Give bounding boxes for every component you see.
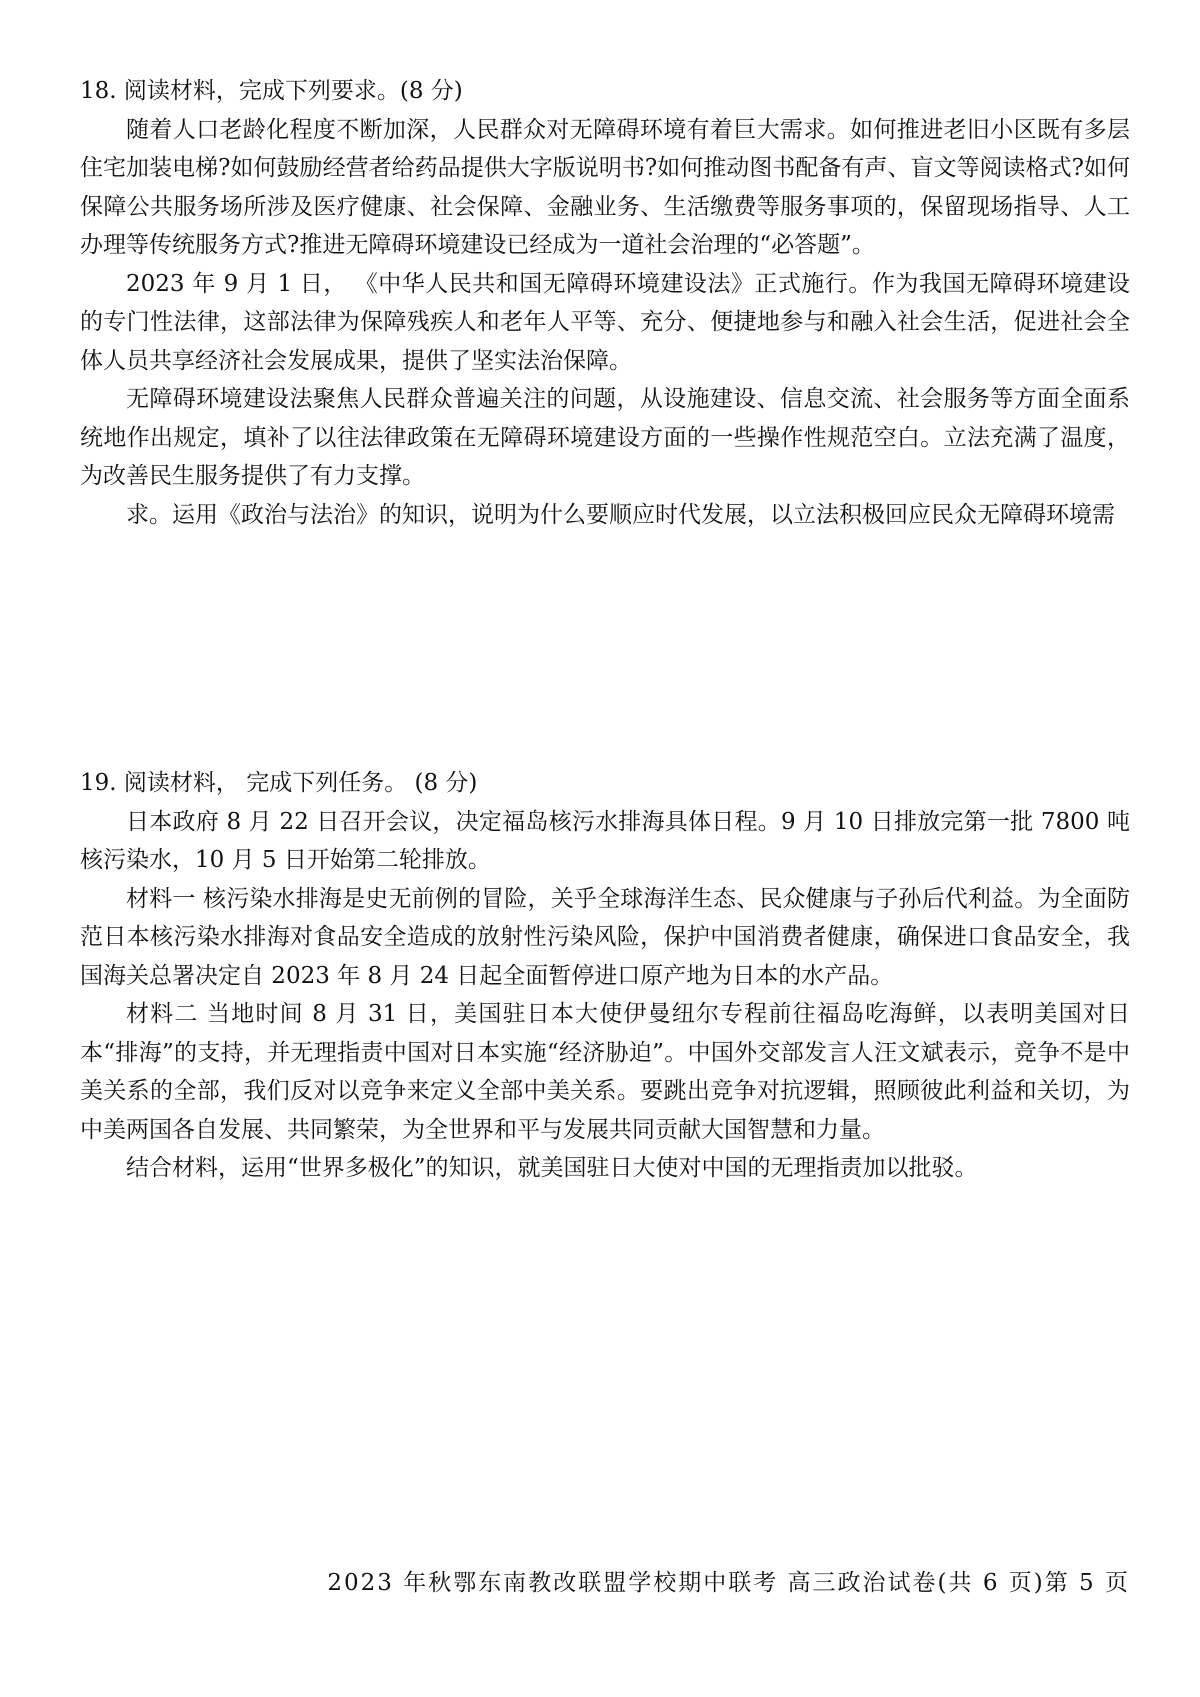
question-19-material-1: 材料一 核污染水排海是史无前例的冒险，关乎全球海洋生态、民众健康与子孙后代利益。为全面防范日本核污染水排海对食品安全造成的放射性污染风险，保护中国消费者健康，确保进口食品安全，我国海关总署决定自 2023 年 8 月 24 日起全面暂停进口原产地为日本的水产品。 — [80, 885, 1130, 989]
question-18-title: 18. 阅读材料，完成下列要求。(8 分) — [80, 78, 463, 104]
question-19-task: 结合材料，运用“世界多极化”的知识，就美国驻日大使对中国的无理指责加以批驳。 — [126, 1155, 978, 1181]
question-18-paragraph-1: 随着人口老龄化程度不断加深，人民群众对无障碍环境有着巨大需求。如何推进老旧小区既有多层住宅加装电梯?如何鼓励经营者给药品提供大字版说明书?如何推动图书配备有声、盲文等阅读格式?如何保障公共服务场所涉及医疗健康、社会保障、金融业务、生活缴费等服务事项的，保留现场指导、人工办理等传统服务方式?推进无障碍环境建设已经成为一道社会治理的“必答题”。 — [80, 116, 1130, 258]
question-18-paragraph-3: 无障碍环境建设法聚焦人民群众普遍关注的问题，从设施建设、信息交流、社会服务等方面全面系统地作出规定，填补了以往法律政策在无障碍环境建设方面的一些操作性规范空白。立法充满了温度， 为改善民生服务提供了有力支撑。 — [80, 386, 1130, 489]
question-18-requirement: 求。运用《政治与法治》的知识，说明为什么要顺应时代发展，以立法积极回应民众无障碍环境需 — [126, 501, 1115, 528]
question-18 — [80, 72, 1130, 534]
question-19-intro: 日本政府 8 月 22 日召开会议，决定福岛核污水排海具体日程。9 月 10 日排放完第一批 7800 吨核污染水，10 月 5 日开始第二轮排放。 — [80, 808, 1130, 873]
page-footer: 2023 年秋鄂东南教改联盟学校期中联考 高三政治试卷(共 6 页)第 5 页 — [327, 1570, 1130, 1596]
question-19-material-2: 材料二 当地时间 8 月 31 日，美国驻日本大使伊曼纽尔专程前往福岛吃海鲜，以表明美国对日本“排海”的支持，并无理指责中国对日本实施“经济胁迫”。中国外交部发言人汪文斌表示，竞争不是中美关系的全部，我们反对以竞争来定义全部中美关系。要跳出竞争对抗逻辑，照顾彼此利益和关切，为中美两国各自发展、共同繁荣，为全世界和平与发展共同贡献大国智慧和力量。 — [80, 1001, 1130, 1143]
question-18-paragraph-2: 2023 年 9 月 1 日， 《中华人民共和国无障碍环境建设法》正式施行。作为我国无障碍环境建设的专门性法律，这部法律为保障残疾人和老年人平等、充分、便捷地参与和融入社会生活，促进社会全体人员共享经济社会发展成果，提供了坚实法治保障。 — [80, 270, 1130, 374]
question-19-title: 19. 阅读材料， 完成下列任务。 (8 分) — [80, 770, 478, 796]
question-19 — [80, 764, 1130, 1188]
